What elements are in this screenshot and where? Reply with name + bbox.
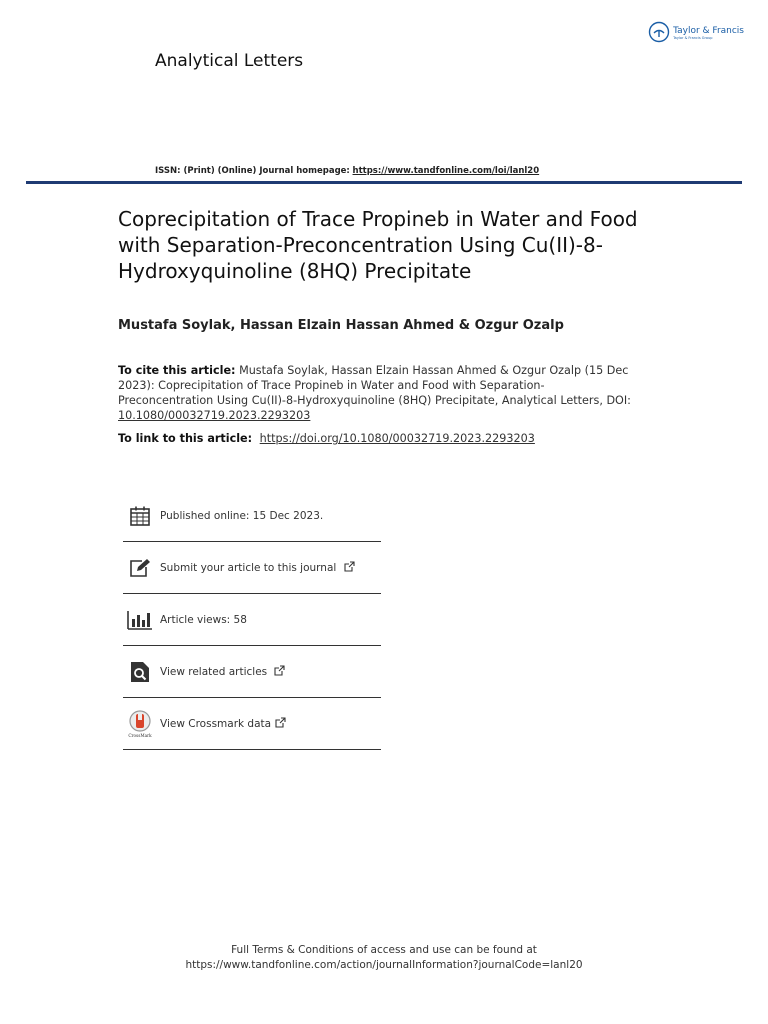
- footer-terms: [0, 943, 768, 973]
- taylor-francis-logo-icon: [648, 21, 670, 47]
- cite-doi-link[interactable]: 10.1080/00032719.2023.2293203: [118, 409, 311, 422]
- submit-article-label: [160, 561, 355, 574]
- citation-block: [118, 363, 638, 423]
- publisher-name: Taylor & Francis: [673, 26, 744, 37]
- external-link-icon: [274, 665, 285, 676]
- crossmark-badge-text: CrossMark: [128, 732, 152, 738]
- crossmark-label: [160, 717, 286, 730]
- issn-prefix: ISSN: (Print) (Online) Journal homepage:: [155, 166, 350, 176]
- related-articles-text: View related articles: [160, 666, 268, 678]
- article-link-line: [118, 432, 535, 445]
- crossmark-icon: [127, 711, 153, 737]
- article-views-item: [123, 594, 381, 646]
- header-divider: [26, 181, 742, 184]
- article-views-label: Article views: 58: [160, 613, 247, 626]
- edit-icon: [127, 555, 153, 581]
- submit-article-text: Submit your article to this journal: [160, 562, 337, 574]
- external-link-icon: [275, 717, 286, 728]
- crossmark-text: View Crossmark data: [160, 718, 272, 730]
- footer-terms-link[interactable]: https://www.tandfonline.com/action/journalInformation?journalCode=lanl20: [185, 959, 583, 971]
- related-articles-label: [160, 665, 285, 678]
- submit-article-item[interactable]: [123, 542, 381, 594]
- bar-chart-icon: [127, 607, 153, 633]
- cite-text: Mustafa Soylak, Hassan Elzain Hassan Ahmed & Ozgur Ozalp (15 Dec 2023): Coprecipitation of Trace Propineb in Water and Food with Separation-Preconcentration Using Cu(II)-8-Hydroxyquinoline (8HQ) Precipitate, Analytical Letters, DOI:: [118, 364, 631, 407]
- published-online-label: Published online: 15 Dec 2023.: [160, 509, 324, 522]
- issn-line: [155, 166, 539, 176]
- published-online-item: [123, 490, 381, 542]
- crossmark-item[interactable]: [123, 698, 381, 750]
- related-articles-item[interactable]: [123, 646, 381, 698]
- publisher-logo[interactable]: [648, 21, 744, 47]
- calendar-icon: [127, 503, 153, 529]
- journal-title: Analytical Letters: [155, 51, 304, 71]
- article-doi-link[interactable]: https://doi.org/10.1080/00032719.2023.2293203: [259, 432, 535, 445]
- external-link-icon: [344, 561, 355, 572]
- link-label: To link to this article:: [118, 432, 253, 445]
- article-authors: Mustafa Soylak, Hassan Elzain Hassan Ahmed & Ozgur Ozalp: [118, 318, 564, 333]
- journal-homepage-link[interactable]: https://www.tandfonline.com/loi/lanl20: [352, 166, 540, 176]
- footer-line-1: Full Terms & Conditions of access and use can be found at: [231, 944, 537, 956]
- article-info-list: [123, 490, 381, 750]
- cite-label: To cite this article:: [118, 364, 236, 377]
- document-search-icon: [127, 659, 153, 685]
- article-title: Coprecipitation of Trace Propineb in Water and Food with Separation-Preconcentration Using Cu(II)-8-Hydroxyquinoline (8HQ) Precipitate: [118, 207, 638, 283]
- publisher-group: Taylor & Francis Group: [673, 36, 713, 41]
